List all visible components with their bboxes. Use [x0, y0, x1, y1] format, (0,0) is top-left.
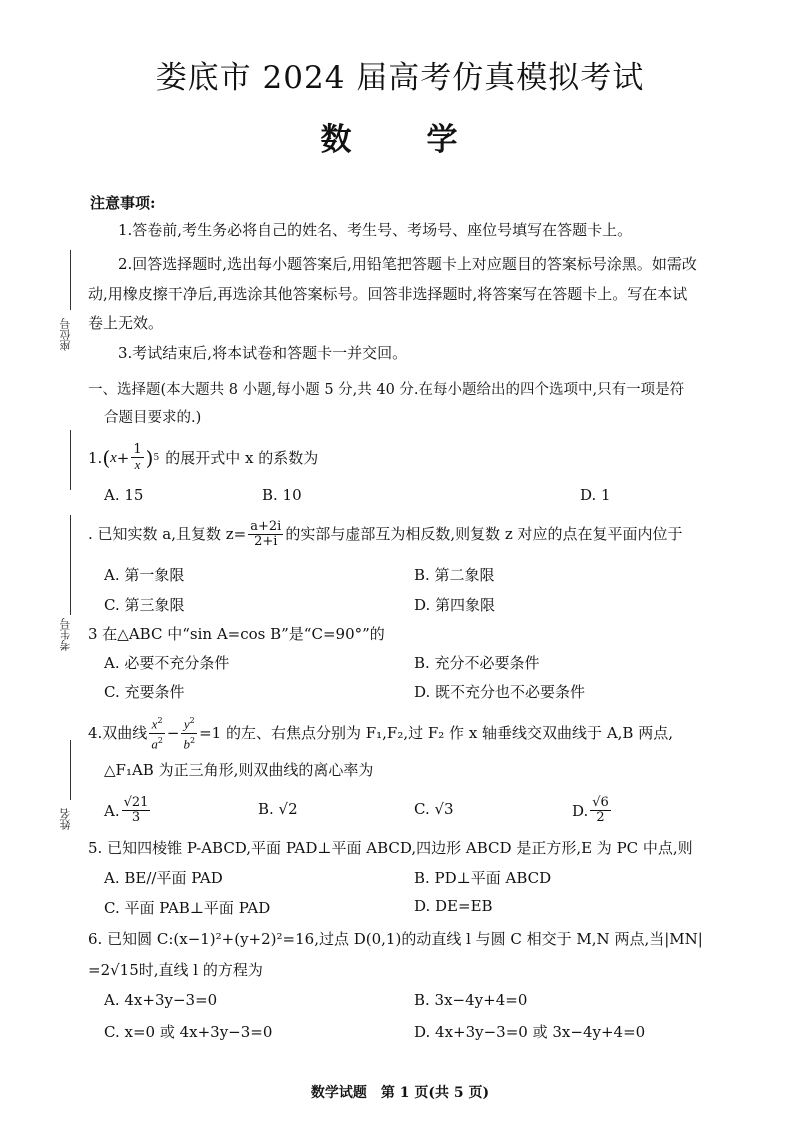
- question-5: 5. 已知四棱锥 P-ABCD,平面 PAD⊥平面 ABCD,四边形 ABCD 是正方形,E 为 PC 中点,则: [88, 839, 693, 857]
- option-c: C. 充要条件: [104, 683, 185, 701]
- notice-item: 3.考试结束后,将本试卷和答题卡一并交回。: [118, 344, 408, 362]
- option-b: B. 10: [262, 486, 302, 504]
- binding-line: [70, 515, 71, 615]
- option-d: D. 4x+3y−3=0 或 3x−4y+4=0: [414, 1023, 646, 1041]
- fraction: $\frac{y^2}{b^2}$: [183, 716, 196, 751]
- notice-item: 动,用橡皮擦干净后,再选涂其他答案标号。回答非选择题时,将答案写在答题卡上。写在本试: [88, 285, 688, 303]
- question-1: [88, 440, 318, 476]
- fraction: $\frac{x^2}{a^2}$: [151, 716, 163, 751]
- section-heading-cont: 合题目要求的.): [104, 410, 202, 426]
- question-4: 4.双曲线 $\frac{x^2}{a^2}$ − $\frac{y^2}{b^2}$ =1 的左、右焦点分别为 F₁,F₂,过 F₂ 作 x 轴垂线交双曲线于 A,B 两点,: [88, 716, 673, 751]
- option-a: A. 第一象限: [104, 566, 185, 584]
- option-c: C. √3: [414, 800, 454, 818]
- binding-line: [70, 250, 71, 310]
- option-b: B. 3x−4y+4=0: [414, 991, 528, 1009]
- option-b: B. PD⊥平面 ABCD: [414, 869, 552, 887]
- question-6-cont: =2√15时,直线 l 的方程为: [88, 961, 263, 979]
- question-6: 6. 已知圆 C:(x−1)²+(y+2)²=16,过点 D(0,1)的动直线 l 与圆 C 相交于 M,N 两点,当|MN|: [88, 930, 703, 948]
- binding-line: [70, 430, 71, 490]
- notice-item: 卷上无效。: [88, 314, 164, 332]
- question-text: 的展开式中 x 的系数为: [165, 449, 319, 467]
- exam-number-label: 考生号: [59, 618, 72, 651]
- option-d: D. 既不充分也不必要条件: [414, 683, 586, 701]
- option-c: C. 平面 PAB⊥平面 PAD: [104, 899, 271, 917]
- option-b: B. 充分不必要条件: [414, 654, 540, 672]
- question-3: 3 在△ABC 中“sin A=cos B”是“C=90°”的: [88, 625, 385, 643]
- option-c: C. 第三象限: [104, 596, 185, 614]
- option-d: D. 1: [580, 486, 611, 504]
- option-d: D. DE=EB: [414, 897, 493, 915]
- question-2: [88, 516, 683, 552]
- option-b: B. 第二象限: [414, 566, 495, 584]
- section-heading: 一、选择题(本大题共 8 小题,每小题 5 分,共 40 分.在每小题给出的四个选项中,只有一项是符: [88, 382, 685, 398]
- option-a: A. 4x+3y−3=0: [104, 991, 218, 1009]
- question-text: . 已知实数 a,且复数 z=: [88, 525, 247, 543]
- notice-heading: 注意事项:: [90, 194, 156, 212]
- option-d: D. 第四象限: [414, 596, 496, 614]
- question-text: 4.双曲线: [88, 724, 148, 742]
- fraction: $\frac{a+2i}{2+i}$: [250, 518, 282, 549]
- seat-label: 座位号: [59, 318, 72, 351]
- option-a: A. $\frac{√21}{3}$: [104, 795, 149, 825]
- option-a: A. BE//平面 PAD: [104, 869, 223, 887]
- option-a: A. 必要不充分条件: [104, 654, 230, 672]
- question-text: =1 的左、右焦点分别为 F₁,F₂,过 F₂ 作 x 轴垂线交双曲线于 A,B 两点,: [199, 724, 673, 742]
- question-number: 1.: [88, 449, 103, 467]
- option-a: A. 15: [104, 486, 144, 504]
- expression: ( x + $\frac{1}{x}$ ) 5: [102, 442, 160, 472]
- subject-title: 数 学: [320, 122, 480, 158]
- page-footer: 数学试题 第 1 页(共 5 页): [310, 1085, 490, 1101]
- question-text: 的实部与虚部互为相反数,则复数 z 对应的点在复平面内位于: [285, 525, 683, 543]
- binding-line: [70, 740, 71, 800]
- option-d: D. $\frac{√6}{2}$: [572, 795, 609, 825]
- option-c: C. x=0 或 4x+3y−3=0: [104, 1023, 273, 1041]
- option-b: B. √2: [258, 800, 298, 818]
- notice-item: 2.回答选择题时,选出每小题答案后,用铅笔把答题卡上对应题目的答案标号涂黑。如需改: [118, 255, 697, 273]
- exam-title: 娄底市 2024 届高考仿真模拟考试: [155, 60, 645, 96]
- question-4-cont: △F₁AB 为正三角形,则双曲线的离心率为: [104, 761, 374, 779]
- name-label: 姓名: [59, 808, 72, 830]
- notice-item: 1.答卷前,考生务必将自己的姓名、考生号、考场号、座位号填写在答题卡上。: [118, 221, 633, 239]
